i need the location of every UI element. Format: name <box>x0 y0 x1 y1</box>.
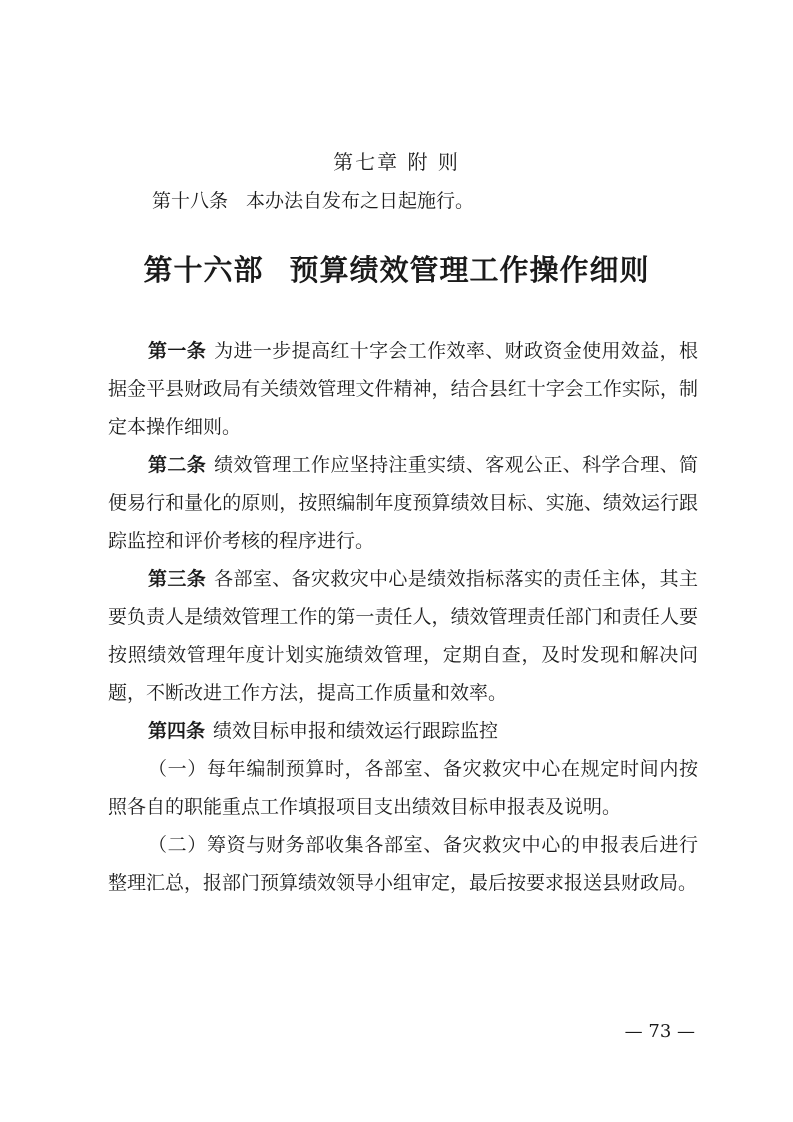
article-label: 第一条 <box>148 340 207 362</box>
page-number: — 73 — <box>624 1021 695 1042</box>
part-heading <box>0 250 793 290</box>
article-text: 为进一步提高红十字会工作效率、财政资金使用效益，根据金平县财政局有关绩效管理文件精神，结合县红十字会工作实际，制定本操作细则。 <box>108 340 698 438</box>
chapter-title: 第七章 附 则 <box>333 150 460 174</box>
list-item: （一）每年编制预算时，各部室、备灾救灾中心在规定时间内按照各自的职能重点工作填报项目支出绩效目标申报表及说明。 <box>108 758 698 818</box>
article-paragraph <box>108 332 698 446</box>
article-text: 绩效目标申报和绩效运行跟踪监控 <box>213 720 499 742</box>
article-paragraph <box>108 560 698 712</box>
part-number: 第十六部 <box>143 253 264 287</box>
article-paragraph <box>108 446 698 560</box>
article-eighteen-label: 第十八条 <box>152 190 229 212</box>
body-text <box>108 332 698 902</box>
article-eighteen <box>152 187 474 215</box>
article-text: 各部室、备灾救灾中心是绩效指标落实的责任主体，其主要负责人是绩效管理工作的第一责任人，绩效管理责任部门和责任人要按照绩效管理年度计划实施绩效管理，定期自查，及时发现和解决问题，不断改进工作方法，提高工作质量和效率。 <box>108 568 698 704</box>
article-eighteen-text: 本办法自发布之日起施行。 <box>246 190 475 212</box>
article-label: 第二条 <box>148 454 207 476</box>
article-label: 第三条 <box>148 568 207 590</box>
article-paragraph <box>108 712 698 750</box>
list-item: （二）筹资与财务部收集各部室、备灾救灾中心的申报表后进行整理汇总，报部门预算绩效领导小组审定，最后按要求报送县财政局。 <box>108 834 698 894</box>
article-label: 第四条 <box>148 720 206 742</box>
article-text: 绩效管理工作应坚持注重实绩、客观公正、科学合理、简便易行和量化的原则，按照编制年度预算绩效目标、实施、绩效运行跟踪监控和评价考核的程序进行。 <box>108 454 698 552</box>
part-title: 预算绩效管理工作操作细则 <box>289 253 650 287</box>
